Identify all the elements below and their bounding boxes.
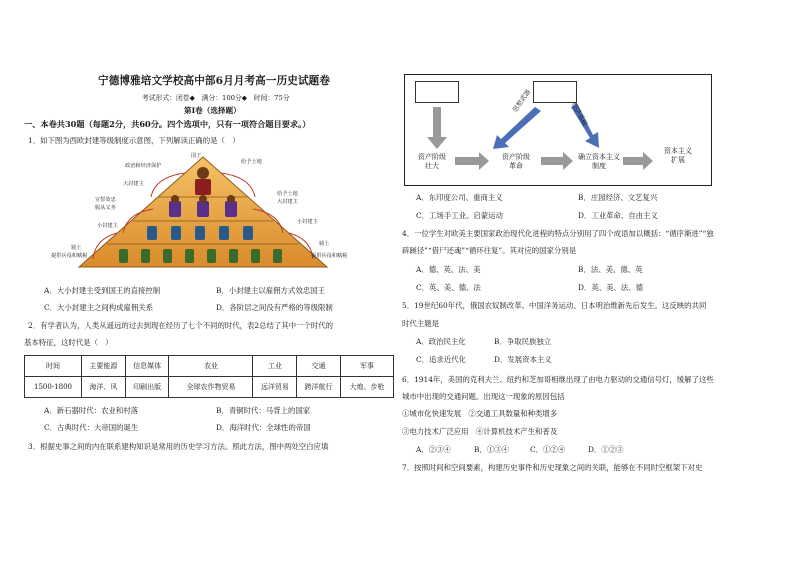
- node-bourgeoisie-rise: 资产阶级 壮大: [418, 153, 446, 170]
- q5-option-d[interactable]: D．发展资本主义: [494, 355, 552, 364]
- q5-stem-line1: 5．19世纪60年代，俄国农奴制改革、中国洋务运动、日本明治维新先后发生。这反映的共同: [402, 301, 707, 310]
- q4-option-d[interactable]: D．英、美、法、德: [578, 283, 644, 292]
- q6-items-line1: ①城市化快速发展 ②交通工具数量和种类增多: [402, 409, 558, 418]
- node-capitalism-established: 确立资本主义 制度: [578, 153, 620, 170]
- q6-option-a[interactable]: A．②③④: [416, 445, 451, 454]
- q3-option-d[interactable]: D．工业革命、自由主义: [578, 211, 658, 220]
- table-cell: 远洋贸易: [253, 377, 297, 398]
- node-bourgeois-revolution: 资产阶级 革命: [502, 153, 530, 170]
- volume-heading: 第Ⅰ卷（选择题）: [184, 106, 241, 115]
- q3-option-a[interactable]: A．东印度公司、重商主义: [416, 193, 503, 202]
- q2-option-d[interactable]: D．海洋时代：全球性的帝国: [216, 423, 311, 432]
- table-cell: 印刷出版: [125, 377, 169, 398]
- q3-option-c[interactable]: C．工场手工业、启蒙运动: [416, 211, 503, 220]
- q3-stem: 3．根据史事之间的内在联系建构知识是常用的历史学习方法。照此方法，图中两处空白应填: [28, 442, 329, 451]
- q6-stem-line1: 6．1914年，美国的克利夫兰、纽约和芝加哥相继出现了由电力驱动的交通信号灯，缓解了这些: [402, 375, 714, 384]
- table-header-cell: 时间: [25, 356, 82, 377]
- q4-option-b[interactable]: B．法、美、德、英: [578, 265, 643, 274]
- table-cell: 全球农作物贸易: [169, 377, 253, 398]
- q6-option-b[interactable]: B．①③④: [474, 445, 509, 454]
- q5-option-b[interactable]: B．争取民族独立: [494, 337, 552, 346]
- exam-title: 宁德博雅培文学校高中部6月月考高一历史试题卷: [98, 75, 331, 87]
- feudal-pyramid-figure: 国王 给予土地 政治和经济保护 大封建主 给予土地 大封建主 宣誓效忠 服从义务 小封建主 小封建主 骑士 骑士 提供兵役和赋税 提供兵役和赋税: [55, 153, 351, 277]
- q3-option-b[interactable]: B．庄园经济、文艺复兴: [578, 193, 658, 202]
- label-economic-basis: 经济基础: [569, 101, 590, 128]
- q1-option-c[interactable]: C．大小封建主之间构成雇佣关系: [44, 303, 154, 312]
- table-cell: 跨洋航行: [297, 377, 341, 398]
- table-cell: 海洋、风: [82, 377, 126, 398]
- q6-items-line2: ③电力技术广泛应用 ④计算机技术产生和普及: [402, 427, 558, 436]
- table-header-row: [25, 356, 394, 377]
- table-row: [25, 377, 394, 398]
- q5-stem-line2: 时代主题是: [402, 319, 439, 328]
- q4-option-c[interactable]: C．英、美、德、法: [416, 283, 481, 292]
- q2-option-c[interactable]: C．古典时代：大帝国的诞生: [44, 423, 139, 432]
- q3-flowchart: [404, 74, 712, 186]
- king-figure: [195, 167, 211, 195]
- q2-option-b[interactable]: B．青铜时代：马背上的国家: [216, 406, 311, 415]
- q7-stem: 7．按照时间和空间要素，构建历史事件和历史现象之间的关联，能够在不同时空框架下对史: [402, 463, 703, 472]
- q2-stem-line2: 基本特征，这时代是（ ）: [24, 338, 113, 347]
- q6-option-c[interactable]: C．①②④: [530, 445, 566, 454]
- table-header-cell: 军事: [340, 356, 393, 377]
- table-cell: 大炮、步枪: [340, 377, 393, 398]
- table-cell: 1500-1800: [25, 377, 82, 398]
- table-header-cell: 信息媒体: [125, 356, 169, 377]
- label-ideological-weapon: 思想武器: [511, 88, 533, 114]
- q4-stem-line2: 辟蹊径”“借尸还魂”“循环往复”。其对应的国家分别是: [402, 246, 577, 255]
- q6-option-d[interactable]: D．①②③: [588, 445, 624, 454]
- q1-option-b[interactable]: B．小封建主以雇佣方式效忠国王: [216, 286, 325, 295]
- era-table: [24, 355, 394, 398]
- q4-option-a[interactable]: A．德、英、法、美: [416, 265, 481, 274]
- table-header-cell: 工业: [253, 356, 297, 377]
- q5-option-a[interactable]: A．政治民主化: [416, 337, 466, 346]
- node-capitalism-expansion: 资本主义 扩展: [664, 147, 692, 164]
- q2-stem-line1: 2．有学者认为，人类从遥远的过去到现在经历了七个不同的时代，表2总结了其中一个时代的: [28, 321, 334, 330]
- q2-option-a[interactable]: A．新石器时代：农业和村落: [44, 406, 139, 415]
- exam-info: 考试形式：闭卷◆ 满分：100分◆ 时间：75分: [142, 94, 290, 102]
- table-header-cell: 主要能源: [82, 356, 126, 377]
- q1-option-d[interactable]: D．各阶层之间没有严格的等级限制: [216, 303, 333, 312]
- q1-stem: 1．如下图为西欧封建等级制度示意图，下列解读正确的是（ ）: [28, 136, 240, 145]
- table-header-cell: 农业: [169, 356, 253, 377]
- q5-option-c[interactable]: C．追求近代化: [416, 355, 466, 364]
- section-heading: 一、本卷共30题（每题2分，共60分。四个选项中，只有一项符合题目要求。）: [24, 119, 311, 129]
- q1-option-a[interactable]: A．大小封建主受到国王的直接控制: [44, 286, 161, 295]
- table-header-cell: 交通: [297, 356, 341, 377]
- q4-stem-line1: 4．一位学生对欧美主要国家政治现代化进程的特点分别用了四个成语加以概括：“循序渐进”“独: [402, 229, 714, 238]
- pyramid-svg: [55, 153, 351, 277]
- q6-stem-line2: 城市中出现的交通问题。出现这一现象的原因包括: [402, 392, 565, 401]
